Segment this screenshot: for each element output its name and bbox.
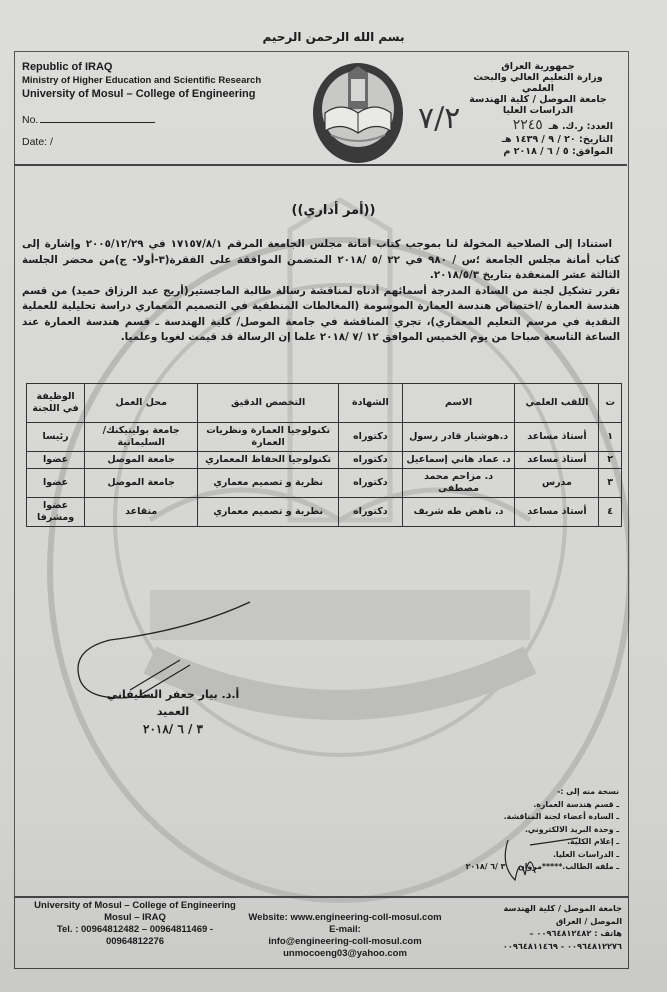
paragraph-decision: تقرر تشكيل لجنة من السادة المدرجة أسمائهم أدناه لمناقشة رسالة طالبة الماجستير(أريج عبد الرزاق حميد) من قسم هندسة العمارة /اختصاص هندسة العمارة الموسومة (المغالطات المنطقية في التصميم المعماري دراسة تحليلية للعملية النقدية في مرسم التعليم المعماري)، تجري المناقشة في جامعة الموصل/ كلية الهندسة ـ قسم هندسة العمارة عند الساعة التاسعة صباحا من يوم الخميس الموافق ١٢ /٧ /٢٠١٨ علما إن الرسالة قد قيمت لغويا وعلميا.	[22, 284, 620, 343]
university-logo-icon	[311, 61, 405, 165]
cell-name: د. عماد هاني إسماعيل	[402, 452, 515, 469]
footer-email-1: info@engineering-coll-mosul.com	[268, 936, 422, 947]
number-label: No.	[22, 114, 39, 126]
cell-workplace: جامعة الموصل	[85, 469, 198, 498]
footer-phone2-ar: ٠٠٩٦٤٨١٢٢٧٦ - ٠٠٩٦٤٨١١٤٦٩	[502, 940, 622, 951]
col-committee-role: الوظيفة في اللجنة	[27, 384, 85, 423]
signer-name: أ.د. بيار جعفر السليفاني	[106, 688, 240, 701]
cell-role: عضوا	[27, 452, 85, 469]
cell-name: د. ناهض طه شريف	[402, 498, 515, 527]
letterhead-arabic	[463, 61, 613, 157]
footer-university-en: University of Mosul – College of Engineering	[34, 900, 236, 911]
table-row	[27, 469, 622, 498]
committee-table	[26, 383, 622, 527]
cell-specialization: نظرية و تصميم معماري	[198, 498, 339, 527]
footer-website: Website: www.engineering-coll-mosul.com	[248, 912, 442, 923]
letterhead	[14, 51, 627, 166]
cell-index: ٣	[599, 469, 622, 498]
paragraph-authority: استنادا إلى الصلاحية المخولة لنا بموجب كتاب أمانة مجلس الجامعة المرقم ١٧١٥٧/٨/١ في ٢٠٠٥/١٢/٢٩ وإشارة إلى كتاب أمانة مجلس الجامعة ؛س / ٩٨٠ في ٢٢ /٥ /٢٠١٨ المتضمن الموافقة على الفقرة(٣-أولا- ج)من محضر الجلسة الثالثة عشر المنعقدة بتاريخ ٢٠١٨/٥/٣.	[22, 238, 620, 281]
col-title: اللقب العلمي	[515, 384, 599, 423]
col-degree: الشهادة	[339, 384, 403, 423]
col-workplace: محل العمل	[85, 384, 198, 423]
number-line	[40, 122, 155, 123]
cell-specialization: نظرية و تصميم معماري	[198, 469, 339, 498]
order-body	[22, 237, 620, 346]
footer-phone-ar: هاتف : ٠٠٩٦٤٨١٢٤٨٢ –	[529, 928, 622, 938]
cell-role: عضوا ومشرفا	[27, 498, 85, 527]
cell-degree: دكتوراه	[339, 469, 403, 498]
footer-phone-en: Tel. : 00964812482 – 00964811469 -	[56, 924, 214, 935]
hijri-date-value: ٢٠ / ٩ / ١٤٣٩ هـ	[501, 134, 576, 145]
copies-heading: نسخة منه إلى :-	[557, 787, 619, 796]
department-ar: الدراسات العليا	[502, 105, 574, 116]
col-name: الاسم	[402, 384, 515, 423]
table-row	[27, 498, 622, 527]
cell-specialization: تكنولوجيا الحفاظ المعماري	[198, 452, 339, 469]
initials-scribble-icon	[500, 835, 580, 885]
document-title: ((أمر أداري))	[291, 203, 376, 218]
number-field	[22, 114, 261, 126]
signature-date: ٣ / ٦ /٢٠١٨	[143, 722, 203, 736]
reference-label: العدد: ر.ك. هـ	[548, 121, 613, 132]
country-ar: جمهورية العراق	[501, 61, 575, 72]
footer-university-ar: جامعة الموصل / كلية الهندسة	[503, 903, 622, 913]
page-footer	[14, 896, 629, 969]
reference-number	[463, 117, 613, 133]
copy-item: ـ الدراسات العليا.	[552, 849, 619, 859]
copy-item: ـ ملفه الطالب.*****مروان	[518, 862, 619, 871]
copy-item: ـ قسم هندسة العمارة.	[533, 799, 619, 809]
signature-block	[88, 688, 258, 740]
date-en: Date: /	[22, 136, 53, 148]
hijri-date-label: التاريخ:	[579, 134, 613, 145]
ministry-ar: وزارة التعليم العالي والبحث العلمي	[473, 72, 603, 94]
cell-role: عضوا	[27, 469, 85, 498]
cell-role: رئيسا	[27, 423, 85, 452]
footer-arabic	[503, 902, 622, 952]
cell-workplace: جامعة الموصل	[85, 452, 198, 469]
cell-title: مدرس	[515, 469, 599, 498]
ministry-en: Ministry of Higher Education and Scientific Research	[22, 75, 262, 86]
gregorian-date	[463, 146, 613, 157]
col-index: ت	[599, 384, 622, 423]
cell-title: أستاذ مساعد	[515, 452, 599, 469]
table-row	[27, 452, 622, 469]
cell-degree: دكتوراه	[339, 423, 403, 452]
cell-index: ٤	[599, 498, 622, 527]
footer-location-ar: الموصل / العراق	[555, 915, 622, 926]
footer-location-en: Mosul – IRAQ	[104, 912, 166, 923]
copy-item: ـ إعلام الكلية.	[567, 837, 619, 846]
cell-degree: دكتوراه	[339, 498, 403, 527]
footer-phone2-en: 00964812276	[105, 936, 165, 947]
signer-role: العميد	[156, 705, 190, 718]
cell-title: أستاذ مساعد	[515, 498, 599, 527]
footer-email-label: E-mail:	[329, 924, 361, 935]
cell-specialization: تكنولوجيا العمارة ونظريات العمارة	[198, 423, 339, 452]
gregorian-date-value: ٥ / ٦ / ٢٠١٨ م	[503, 146, 569, 157]
footer-english	[21, 900, 249, 948]
reference-value: ٢٢٤٥	[512, 117, 543, 133]
country-en: Republic of IRAQ	[22, 61, 113, 73]
copy-item: ـ السادة أعضاء لجنة المناقشة.	[503, 812, 619, 821]
cell-title: أستاذ مساعد	[515, 423, 599, 452]
col-specialization: التخصص الدقيق	[198, 384, 339, 423]
letterhead-english	[22, 61, 261, 148]
cell-index: ١	[599, 423, 622, 452]
cell-name: د.هوشيار قادر رسول	[402, 423, 515, 452]
table-header-row	[27, 384, 622, 423]
cell-workplace: جامعة بوليتيكنك/السليمانية	[85, 423, 198, 452]
table-row	[27, 423, 622, 452]
handwritten-mark: ٧/٢	[418, 101, 461, 136]
university-ar: جامعة الموصل / كلية الهندسة	[469, 94, 607, 105]
gregorian-date-label: الموافق:	[572, 146, 613, 157]
copies-date: ٣ /٦ /٢٠١٨	[465, 862, 506, 871]
copy-item: ـ وحدة البريد الالكتروني.	[524, 824, 619, 834]
footer-email-2: unmocoeng03@yahoo.com	[283, 948, 407, 959]
cell-workplace: متقاعد	[85, 498, 198, 527]
hijri-date	[463, 134, 613, 145]
footer-contact	[240, 912, 450, 960]
university-en: University of Mosul – College of Engineering	[22, 88, 256, 100]
cell-name: د. مزاحم محمد مصطفى	[402, 469, 515, 498]
cell-degree: دكتوراه	[339, 452, 403, 469]
cell-index: ٢	[599, 452, 622, 469]
basmala-heading: بسم الله الرحمن الرحيم	[262, 30, 405, 44]
